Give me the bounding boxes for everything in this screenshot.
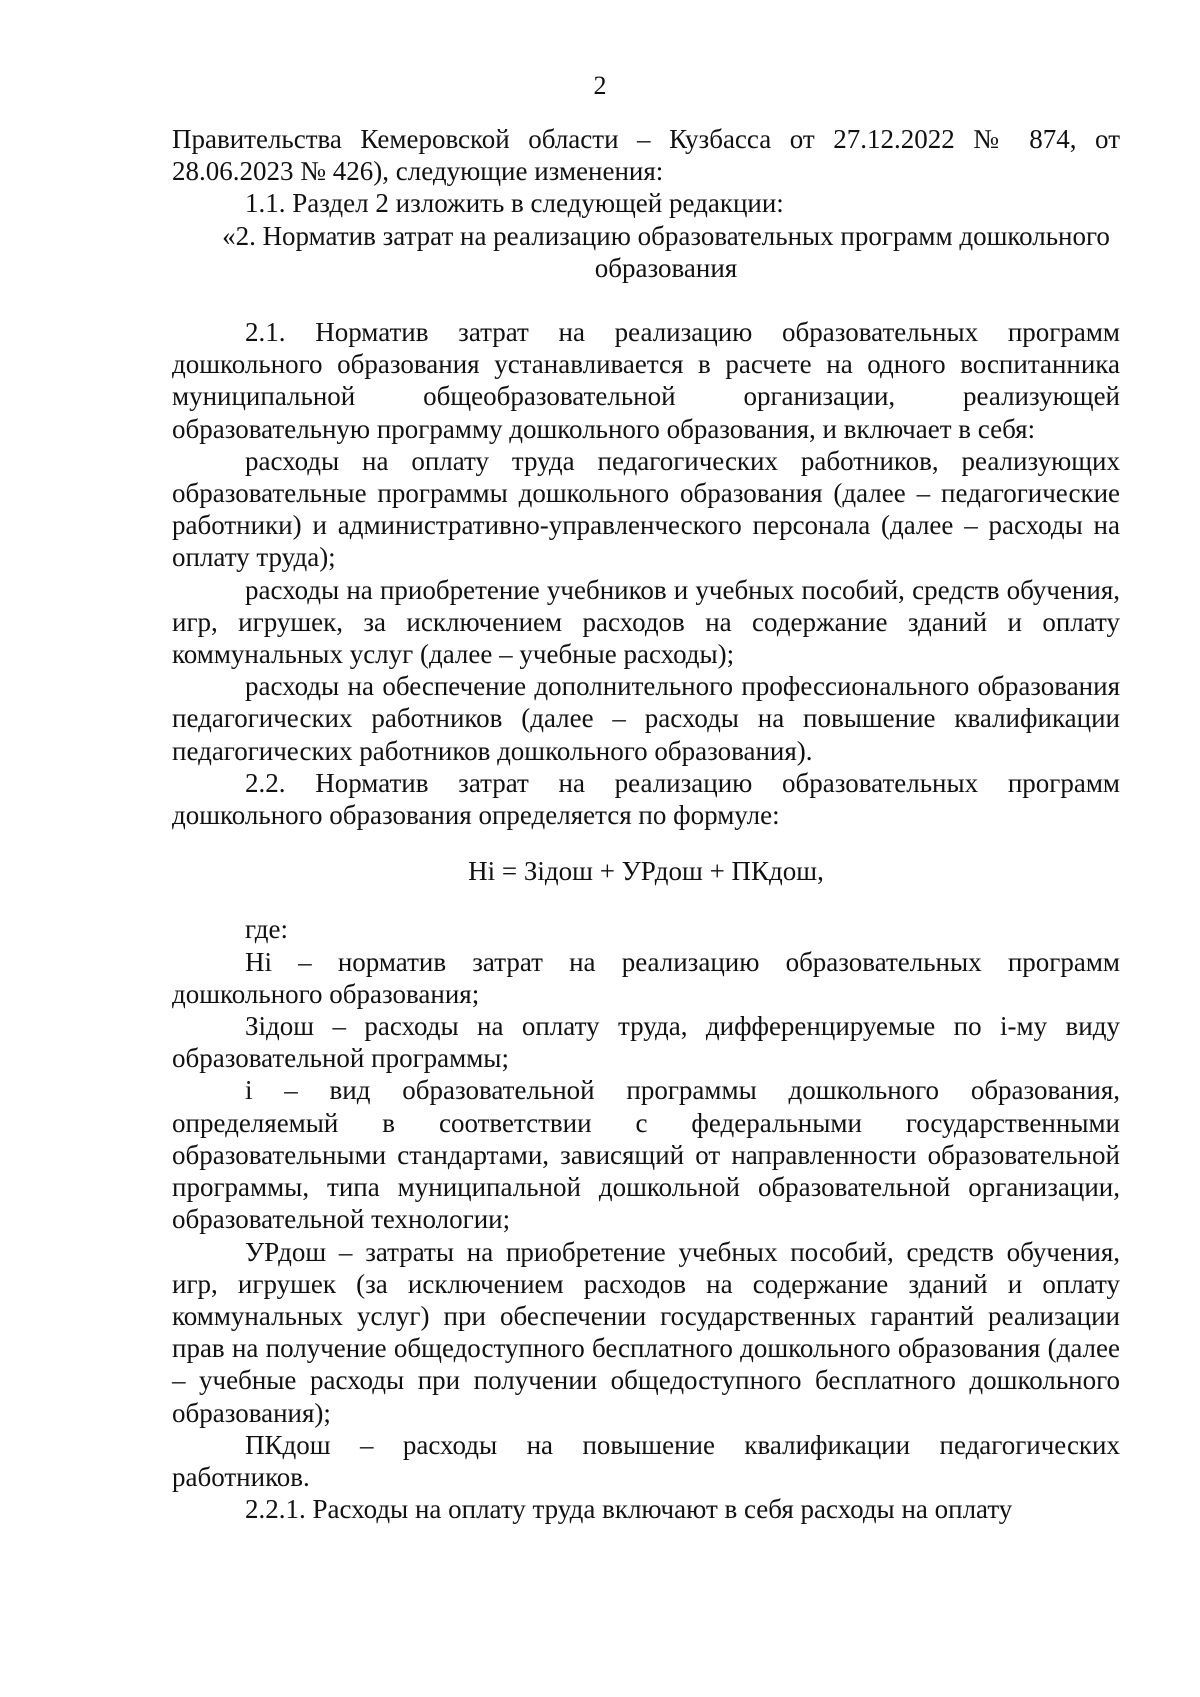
paragraph: Правительства Кемеровской области – Кузбасса от 27.12.2022 № 874, от 28.06.2023 № 426), следующие изменения: (172, 124, 1120, 187)
page-number: 2 (593, 71, 607, 100)
paragraph: i – вид образовательной программы дошкольного образования, определяемый в соответствии с федеральными государственными образовательными стандартами, зависящий от направленности образовательной программы, типа муниципальной дошкольной образовательной организации, образовательной технологии; (172, 1075, 1120, 1235)
paragraph: Зiдош – расходы на оплату труда, дифференцируемые по i-му виду образовательной программы; (172, 1011, 1120, 1074)
paragraph: УРдош – затраты на приобретение учебных пособий, средств обучения, игр, игрушек (за исключением расходов на содержание зданий и оплату коммунальных услуг) при обеспечении государственных гарантий реализации прав на получение общедоступного бесплатного дошкольного образования (далее – учебные расходы при получении общедоступного бесплатного дошкольного образования); (172, 1236, 1120, 1428)
document-body (172, 123, 1120, 1525)
paragraph: 2.2. Норматив затрат на реализацию образовательных программ дошкольного образования определяется по формуле: (172, 767, 1120, 831)
paragraph: 2.2.1. Расходы на оплату труда включают в себя расходы на оплату (245, 1494, 1013, 1525)
paragraph: 2.1. Норматив затрат на реализацию образовательных программ дошкольного образования устанавливается в расчете на одного воспитанника муниципальной общеобразовательной организации, реализующей образовательную программу дошкольного образования, и включает в себя: (172, 317, 1120, 444)
paragraph: ПКдош – расходы на повышение квалификации педагогических работников. (172, 1429, 1120, 1492)
paragraph: Нi – норматив затрат на реализацию образовательных программ дошкольного образования; (172, 946, 1120, 1009)
formula: Нi = Зiдош + УРдош + ПКдош, (468, 856, 824, 887)
section-heading: «2. Норматив затрат на реализацию образовательных программ дошкольного образования (222, 220, 1110, 283)
paragraph: расходы на оплату труда педагогических работников, реализующих образовательные программы дошкольного образования (далее – педагогические работники) и административно-управленческого персонала (далее – расходы на оплату труда); (172, 445, 1120, 573)
spacer (172, 284, 1120, 316)
paragraph: расходы на обеспечение дополнительного профессионального образования педагогических работников (далее – расходы на повышение квалификации педагогических работников дошкольного образования). (172, 671, 1120, 766)
paragraph: расходы на приобретение учебников и учебных пособий, средств обучения, игр, игрушек, за исключением расходов на содержание зданий и оплату коммунальных услуг (далее – учебные расходы); (172, 574, 1120, 670)
paragraph: 1.1. Раздел 2 изложить в следующей редакции: (245, 188, 784, 219)
paragraph: где: (245, 914, 288, 945)
